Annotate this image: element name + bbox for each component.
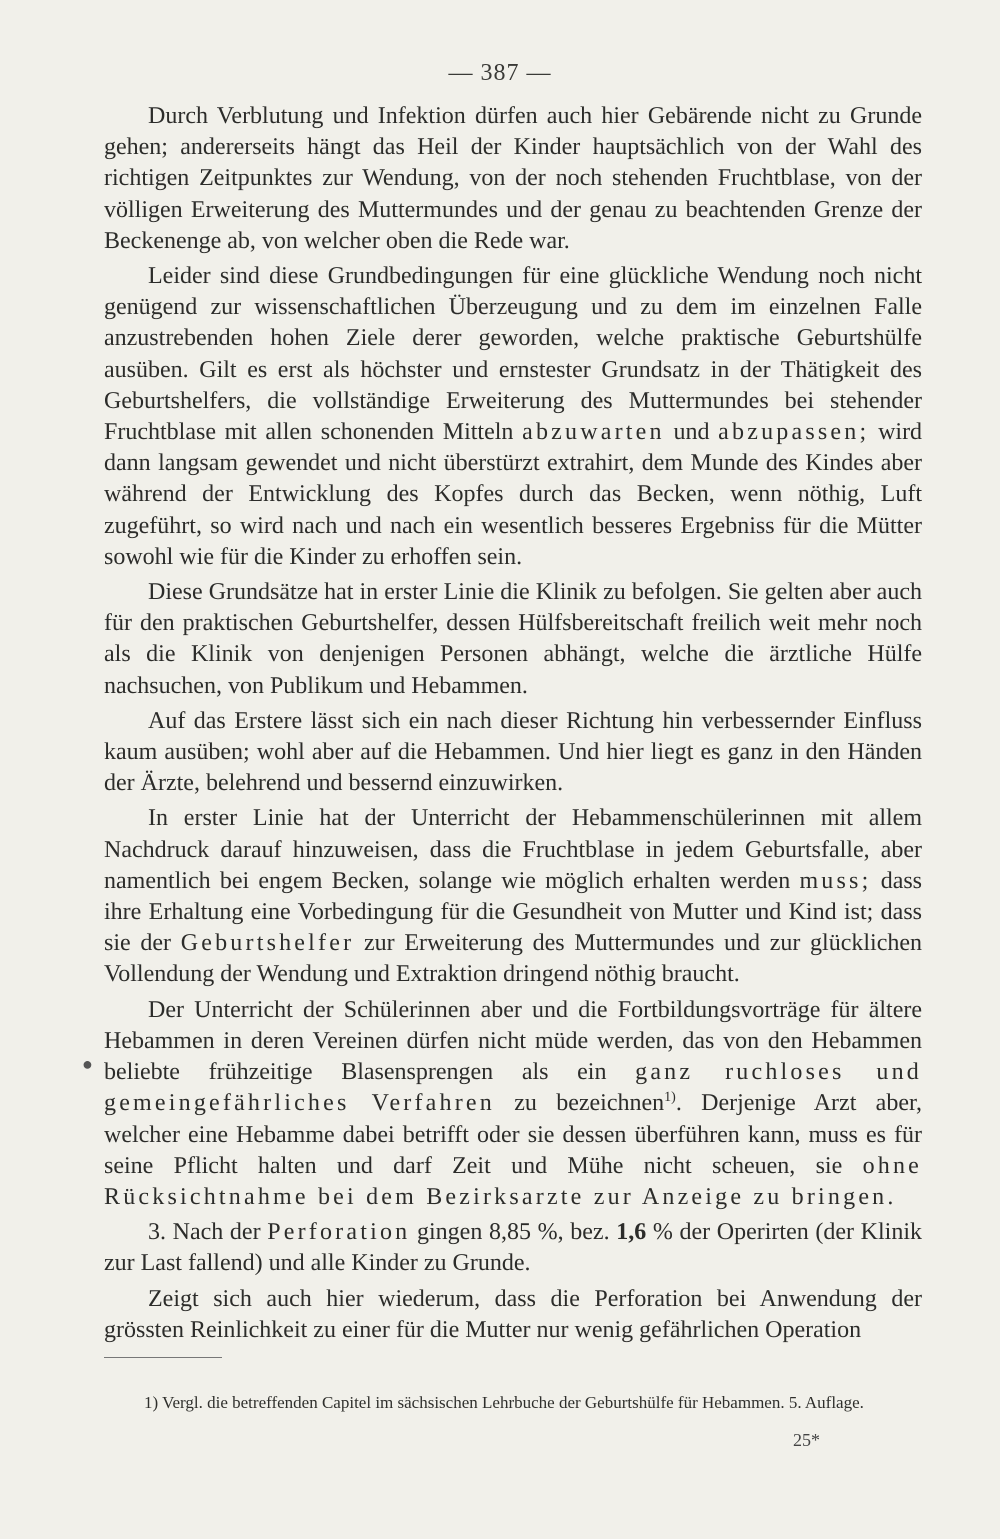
paragraph-4: Auf das Erstere lässt sich ein nach dieser Richtung hin verbessernder Einfluss kaum ausüben; wohl aber auf die Hebammen. Und hier liegt es ganz in den Händen der Ärzte, belehrend und bessernd einzuwirken. — [104, 707, 922, 797]
spaced-emphasis: abzuwarten — [522, 419, 665, 446]
spaced-emphasis: muss; — [799, 867, 872, 894]
margin-mark-icon: ● — [82, 1054, 93, 1074]
paragraph-6 — [104, 995, 922, 1213]
page-number: — 387 — — [448, 60, 552, 86]
percent-sign: % — [652, 1219, 673, 1246]
footnote: 1) Vergl. die betreffenden Capitel im sächsischen Lehrbuche der Geburtshülfe für Hebammen. 5. Auflage. — [144, 1393, 864, 1412]
paragraph-7-part-d: der Operirten (der Klinik zur Last fallend) und alle Kinder zu Grunde. — [104, 1219, 922, 1277]
paragraph-6-part-b: zu bezeichnen — [514, 1090, 665, 1117]
paragraph-2 — [104, 261, 922, 573]
paragraph-1: Durch Verblutung und Infektion dürfen auch hier Gebärende nicht zu Grunde gehen; andererseits hängt das Heil der Kinder hauptsächlich von der Wahl des richtigen Zeitpunktes zur Wendung, von der noch stehenden Fruchtblase, von der völligen Erweiterung des Muttermundes und der genau zu beachtenden Grenze der Beckenenge ab, von welcher oben die Rede war. — [104, 103, 922, 254]
footnote-reference: 1) — [664, 1090, 676, 1106]
spaced-emphasis: ganz ruchloses und gemeingefährliches Verfahren — [104, 1059, 922, 1117]
paragraph-5-part-a: In erster Linie hat der Unterricht der Hebammenschülerinnen mit allem Nachdruck darauf hinzuweisen, dass die Fruchtblase in jedem Geburtsfalle, aber namentlich bei engem Becken, solange wie möglich erhalten werden — [104, 805, 922, 894]
paragraph-2-part-c: wird dann langsam gewendet und nicht überstürzt extrahirt, dem Munde des Kindes aber während der Entwicklung des Kopfes durch das Becken, wenn nöthig, Luft zugeführt, so wird nach und nach ein wesentlich besseres Ergebniss für die Mütter sowohl wie für die Kinder zu erhoffen sein. — [104, 419, 923, 570]
paragraph-6-part-c: . Derjenige Arzt aber, welcher eine Hebamme dabei betrifft oder sie dessen überführen kann, muss es für seine Pflicht halten und darf Zeit und Mühe nicht scheuen, sie — [104, 1090, 923, 1179]
spaced-emphasis: abzupassen; — [718, 419, 870, 446]
spaced-emphasis: Perforation — [267, 1219, 411, 1246]
signature-mark: 25* — [793, 1430, 820, 1450]
paragraph-7-part-b: gingen 8,85 — [417, 1219, 531, 1246]
bold-number: 1,6 — [616, 1219, 647, 1246]
percent-sign: % — [537, 1219, 558, 1246]
spaced-emphasis: Geburtshelfer — [180, 930, 355, 957]
paragraph-2-part-a: Leider sind diese Grundbedingungen für eine glückliche Wendung noch nicht genügend zur wissenschaftlichen Überzeugung und zu dem im einzelnen Falle anzustrebenden hohen Ziele derer geworden, welche praktische Geburtshülfe ausüben. Gilt es erst als höchster und ernstester Grundsatz in der Thätigkeit des Geburtshelfers, die vollständige Erweiterung des Muttermundes bei stehender Fruchtblase mit allen schonenden Mitteln — [104, 263, 922, 446]
paragraph-7 — [104, 1217, 922, 1279]
footnote-divider — [104, 1357, 222, 1358]
paragraph-8: Zeigt sich auch hier wiederum, dass die Perforation bei Anwendung der grössten Reinlichkeit zu einer für die Mutter nur wenig gefährlichen Operation — [104, 1285, 922, 1343]
paragraph-5 — [104, 803, 922, 990]
paragraph-6-part-a: Der Unterricht der Schülerinnen aber und die Fortbildungsvorträge für ältere Hebammen in deren Vereinen dürfen nicht müde werden, das von den Hebammen beliebte frühzeitige Blasensprengen als ein — [104, 996, 922, 1086]
paragraph-3: Diese Grundsätze hat in erster Linie die Klinik zu befolgen. Sie gelten aber auch für den praktischen Geburtshelfer, dessen Hülfsbereitschaft freilich weit mehr noch als die Klinik von denjenigen Personen abhängt, welche die ärztliche Hülfe nachsuchen, von Publikum und Hebammen. — [104, 579, 922, 699]
paragraph-5-part-b: dass ihre Erhaltung eine Vorbedingung für die Gesundheit von Mutter und Kind ist; dass sie der — [104, 867, 923, 957]
paragraph-2-part-b: und — [673, 419, 710, 446]
paragraph-7-part-c: , bez. — [557, 1219, 610, 1246]
paragraph-5-part-c: zur Erweiterung des Muttermundes und zur glücklichen Vollendung der Wendung und Extraktion dringend nöthig braucht. — [104, 930, 923, 988]
paragraph-7-part-a: 3. Nach der — [148, 1219, 261, 1246]
body-text — [104, 101, 922, 1346]
spaced-emphasis: ohne Rücksichtnahme bei dem Bezirksarzte zur Anzeige zu bringen. — [104, 1152, 923, 1210]
